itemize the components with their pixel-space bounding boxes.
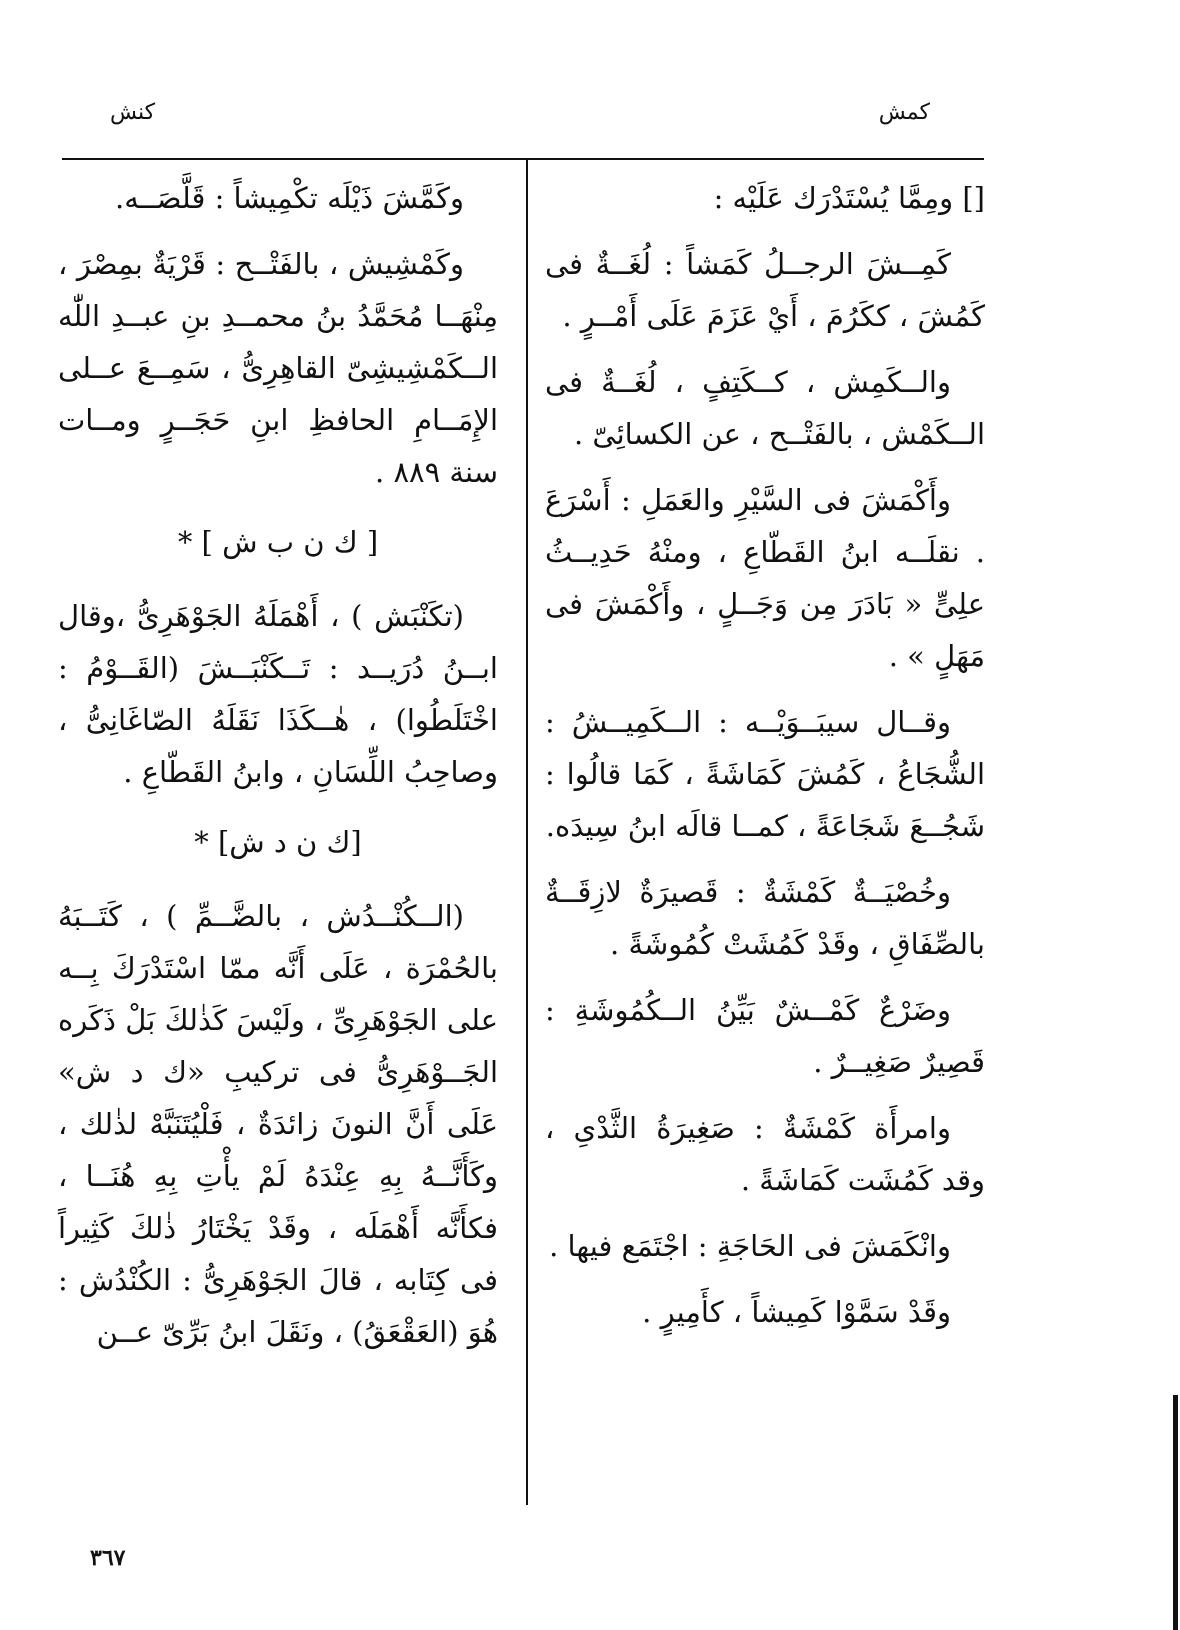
entry-paragraph: وكَمْشِيش ، بالفَتْــح : قَرْيَةٌ بمِصْرَ ، مِنْهَــا مُحَمَّدُ بنُ محمــدِ بنِ عبــدِ اللّٰه الــكَمْشِيشِىّ القاهِرِىُّ ، سَمِــعَ عــلى الإِمَــامِ الحافظِ ابنِ حَجَــرٍ ومــات سنة ٨٨٩ . <box>58 247 498 489</box>
entry-paragraph: وكَمَّشَ ذَيْلَه تكْمِيشاً : قَلَّصَــه. <box>114 181 464 215</box>
entry-paragraph: وانْكَمَشَ فى الحَاجَةِ : اجْتَمَع فيها . <box>549 1229 951 1263</box>
column-divider <box>526 160 528 1505</box>
entry-paragraph: وقــال سيبَــوَيْــه : الــكَمِيــشُ : الشُّجَاعُ ، كَمُشَ كَمَاشَةً ، كَمَا قالُوا : شَجُــعَ شَجَاعَةً ، كمــا قالَه ابنُ سِيدَه. <box>545 705 985 843</box>
entry-paragraph: وأَكْمَشَ فى السَّيْرِ والعَمَلِ : أَسْرَعَ . نقلَــه ابنُ القَطّاعِ ، ومنْهُ حَدِيــثُ علِىٍّ « بَادَرَ مِن وَجَــلٍ ، وأَكْمَشَ فى مَهَلٍ » . <box>545 483 985 673</box>
page-edge-mark <box>1173 1395 1178 1630</box>
entry-paragraph: وقَدْ سَمَّوْا كَمِيشاً ، كأَمِيرٍ . <box>642 1295 951 1329</box>
entry-paragraph: كَمِــشَ الرجــلُ كَمَشاً : لُغَــةٌ فى كَمُشَ ، ككَرُمَ ، أَيْ عَزَمَ عَلَى أَمْــرٍ . <box>545 247 985 333</box>
entry-heading: [ ك ن ب ش ] * <box>177 525 379 559</box>
right-column <box>545 172 985 1352</box>
header-left-keyword: كنش <box>110 100 156 125</box>
entry-heading: [ك ن د ش] * <box>194 825 362 859</box>
entry-paragraph: وامرأَة كَمْشَةٌ : صَغِيرَةُ الثَّدْىِ ، وقد كَمُشَت كَمَاشَةً . <box>545 1111 985 1197</box>
header-rule <box>62 158 984 160</box>
left-column <box>58 172 498 1372</box>
entry-paragraph: (الــكُنْــدُش ، بالضَّــمِّ ) ، كَتَــبَهُ بالحُمْرَة ، عَلَى أَنَّه ممّا اسْتَدْرَكَ بِــه على الجَوْهَرِىِّ ، ولَيْسَ كَذٰلكَ بَلْ ذَكَره الجَــوْهَرِىُّ فى تركيبِ «ك د ش» عَلَى أَنَّ النونَ زائدَةٌ ، فَلْيُتَنَبَّهْ لذٰلك ، وكَأَنَّــهُ بِهِ عِنْدَهُ لَمْ يأْتِ بِهِ هُنَــا ، فكأَنَّه أَهْمَلَه ، وقَدْ يَخْتَارُ ذٰلكَ كَثِيراً فى كِتَابه ، قالَ الجَوْهَرِىُّ : الكُنْدُش : هُوَ (العَقْعَقُ) ، ونَقَلَ ابنُ بَرِّىّ عــن <box>58 899 498 1349</box>
header-right-keyword: كمش <box>878 100 930 125</box>
entry-paragraph: وخُصْيَــةٌ كَمْشَةٌ : قَصيرَةٌ لازِقَــةٌ بالصِّفَاقِ ، وقَدْ كَمُشَتْ كُمُوشَةً . <box>545 875 985 961</box>
entry-paragraph: وضَرْعٌ كَمْــشٌ بَيِّنُ الــكُمُوشَةِ : قَصِيرٌ صَغِيــرٌ . <box>545 993 985 1079</box>
entry-paragraph: والــكَمِش ، كــكَتِفٍ ، لُغَــةٌ فى الــكَمْش ، بالفَتْــح ، عن الكسائِىّ . <box>545 365 985 451</box>
entry-paragraph: (تكَنْبَش ) ، أَهْمَلَهُ الجَوْهَرِىُّ ،وقال ابــنُ دُرَيــد : تَــكَنْبَــشَ (القَــوْمُ : اخْتَلَطُوا) ، هٰــكَذَا نَقَلَهُ الصّاغَانِىُّ ، وصاحِبُ اللِّسَانِ ، وابنُ القَطّاعِ . <box>58 599 498 789</box>
entry-paragraph: [] ومِمَّا يُسْتَدْرَك عَلَيْه : <box>713 181 985 215</box>
page-number: ٣٦٧ <box>90 1545 126 1571</box>
